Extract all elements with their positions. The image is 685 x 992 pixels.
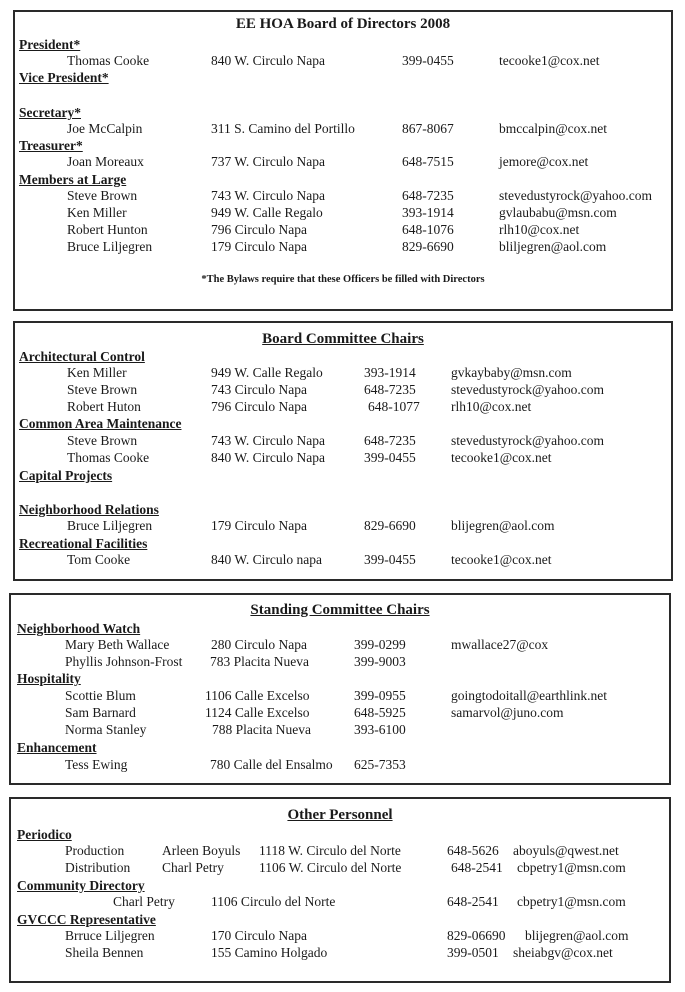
member-address: 949 W. Calle Regalo	[211, 365, 323, 380]
member-address: 170 Circulo Napa	[211, 928, 307, 943]
member-name: Arleen Boyuls	[162, 843, 241, 858]
member-email: bmccalpin@cox.net	[499, 121, 608, 136]
member-row	[15, 239, 671, 256]
member-email: cbpetry1@msn.com	[517, 894, 626, 909]
member-phone: 399-0455	[402, 53, 454, 68]
member-name: Bruce Liljegren	[67, 239, 153, 254]
member-phone: 399-0501	[447, 945, 499, 960]
member-phone: 648-1077	[368, 399, 420, 414]
member-address: 743 Circulo Napa	[211, 382, 307, 397]
member-email: tecooke1@cox.net	[499, 53, 600, 68]
member-address: 788 Placita Nueva	[212, 722, 311, 737]
member-name: Joe McCalpin	[67, 121, 143, 136]
member-row	[11, 722, 669, 739]
bylaws-note: *The Bylaws require that these Officers be filled with Directors	[201, 274, 485, 285]
member-email: stevedustyrock@yahoo.com	[451, 433, 605, 448]
member-address: 780 Calle del Ensalmo	[210, 757, 333, 772]
member-row	[15, 433, 671, 450]
member-address: 840 W. Circulo Napa	[211, 450, 325, 465]
member-row	[15, 53, 671, 70]
member-phone: 399-0299	[354, 637, 406, 652]
member-email: rlh10@cox.net	[499, 222, 580, 237]
member-name: Joan Moreaux	[67, 154, 144, 169]
group-header-architectural-control: Architectural Control	[19, 349, 145, 364]
member-email: cbpetry1@msn.com	[517, 860, 626, 875]
group-header-capital-projects: Capital Projects	[19, 468, 113, 483]
member-email: gvkaybaby@msn.com	[451, 365, 572, 380]
group-header-secretary: Secretary*	[19, 105, 81, 120]
group-header-hospitality: Hospitality	[17, 671, 81, 686]
board-committee-title	[15, 331, 671, 348]
member-row	[15, 188, 671, 205]
member-name: Charl Petry	[113, 894, 175, 909]
member-row	[15, 518, 671, 535]
member-email: tecooke1@cox.net	[451, 552, 552, 567]
member-phone: 399-0455	[364, 552, 416, 567]
member-phone: 648-7235	[364, 382, 416, 397]
member-phone: 648-5626	[447, 843, 499, 858]
member-phone: 399-9003	[354, 654, 406, 669]
member-row	[11, 705, 669, 722]
member-address: 949 W. Calle Regalo	[211, 205, 323, 220]
member-row	[15, 154, 671, 171]
member-email: stevedustyrock@yahoo.com	[499, 188, 653, 203]
other-personnel-section	[9, 797, 671, 983]
member-address: 1106 Circulo del Norte	[211, 894, 336, 909]
other-personnel-title-text: Other Personnel	[287, 807, 393, 823]
group-header-treasurer: Treasurer*	[19, 138, 83, 153]
member-phone: 393-1914	[402, 205, 454, 220]
member-phone: 399-0955	[354, 688, 406, 703]
member-phone: 829-6690	[364, 518, 416, 533]
member-name: Brruce Liljegren	[65, 928, 155, 943]
member-phone: 393-6100	[354, 722, 406, 737]
standing-committee-title	[11, 602, 669, 619]
member-row	[15, 365, 671, 382]
member-address: 155 Camino Holgado	[211, 945, 328, 960]
member-row	[11, 945, 669, 962]
member-role: Production	[65, 843, 125, 858]
member-address: 796 Circulo Napa	[211, 222, 307, 237]
group-header-community-directory: Community Directory	[17, 878, 145, 893]
group-header-enhancement: Enhancement	[17, 740, 97, 755]
member-phone: 648-2541	[447, 894, 499, 909]
group-header-neighborhood-relations: Neighborhood Relations	[19, 502, 159, 517]
member-phone: 829-06690	[447, 928, 506, 943]
member-phone: 829-6690	[402, 239, 454, 254]
board-of-directors-section	[13, 10, 673, 311]
member-address: 1124 Calle Excelso	[205, 705, 310, 720]
member-address: 840 W. Circulo Napa	[211, 53, 325, 68]
member-name: Steve Brown	[67, 382, 138, 397]
member-row	[11, 688, 669, 705]
member-address: 796 Circulo Napa	[211, 399, 307, 414]
member-row	[11, 843, 669, 860]
member-row	[11, 894, 669, 911]
member-name: Sam Barnard	[65, 705, 136, 720]
member-email: samarvol@juno.com	[451, 705, 564, 720]
member-email: rlh10@cox.net	[451, 399, 532, 414]
member-row	[11, 654, 669, 671]
board-committee-chairs-section	[13, 321, 673, 581]
member-row	[11, 928, 669, 945]
member-row	[11, 860, 669, 877]
group-header-president: President*	[19, 37, 81, 52]
member-address: 179 Circulo Napa	[211, 518, 307, 533]
member-email: mwallace27@cox	[451, 637, 549, 652]
member-row	[15, 399, 671, 416]
group-header-gvccc-representative: GVCCC Representative	[17, 912, 156, 927]
member-address: 840 W. Circulo napa	[211, 552, 322, 567]
member-row	[15, 382, 671, 399]
member-name: Tom Cooke	[67, 552, 131, 567]
member-address: 1118 W. Circulo del Norte	[259, 843, 401, 858]
member-row	[15, 552, 671, 569]
member-phone: 648-7515	[402, 154, 454, 169]
member-address: 737 W. Circulo Napa	[211, 154, 325, 169]
board-title: EE HOA Board of Directors 2008	[235, 16, 451, 32]
member-address: 179 Circulo Napa	[211, 239, 307, 254]
member-phone: 867-8067	[402, 121, 454, 136]
member-phone: 625-7353	[354, 757, 406, 772]
member-email: jemore@cox.net	[499, 154, 589, 169]
member-name: Ken Miller	[67, 365, 127, 380]
member-name: Charl Petry	[162, 860, 224, 875]
member-name: Ken Miller	[67, 205, 127, 220]
member-name: Thomas Cooke	[67, 450, 150, 465]
member-row	[15, 450, 671, 467]
board-committee-title-text: Board Committee Chairs	[262, 331, 424, 347]
member-address: 743 W. Circulo Napa	[211, 433, 325, 448]
member-phone: 648-7235	[364, 433, 416, 448]
member-phone: 648-2541	[451, 860, 503, 875]
member-name: Scottie Blum	[65, 688, 136, 703]
member-name: Thomas Cooke	[67, 53, 150, 68]
member-email: tecooke1@cox.net	[451, 450, 552, 465]
group-header-periodico: Periodico	[17, 827, 72, 842]
member-email: aboyuls@qwest.net	[513, 843, 619, 858]
member-email: goingtodoitall@earthlink.net	[451, 688, 608, 703]
member-address: 280 Circulo Napa	[211, 637, 307, 652]
member-phone: 648-7235	[402, 188, 454, 203]
member-address: 311 S. Camino del Portillo	[211, 121, 355, 136]
member-address: 1106 W. Circulo del Norte	[259, 860, 402, 875]
member-row	[11, 757, 669, 774]
member-address: 743 W. Circulo Napa	[211, 188, 325, 203]
member-name: Tess Ewing	[65, 757, 128, 772]
member-name: Robert Huton	[67, 399, 141, 414]
member-phone: 393-1914	[364, 365, 416, 380]
member-email: sheiabgv@cox.net	[513, 945, 613, 960]
member-address: 783 Placita Nueva	[210, 654, 309, 669]
group-header-common-area-maintenance: Common Area Maintenance	[19, 416, 182, 431]
group-header-members-at-large: Members at Large	[19, 172, 127, 187]
member-name: Bruce Liljegren	[67, 518, 153, 533]
member-email: stevedustyrock@yahoo.com	[451, 382, 605, 397]
member-row	[11, 637, 669, 654]
member-name: Norma Stanley	[65, 722, 147, 737]
member-row	[15, 121, 671, 138]
group-header-neighborhood-watch: Neighborhood Watch	[17, 621, 141, 636]
member-name: Mary Beth Wallace	[65, 637, 170, 652]
member-row	[15, 222, 671, 239]
member-name: Sheila Bennen	[65, 945, 144, 960]
group-header-vice-president: Vice President*	[19, 70, 109, 85]
member-email: bliljegren@aol.com	[499, 239, 607, 254]
group-header-recreational-facilities: Recreational Facilities	[19, 536, 148, 551]
member-role: Distribution	[65, 860, 131, 875]
member-name: Phyllis Johnson-Frost	[65, 654, 183, 669]
member-phone: 648-1076	[402, 222, 454, 237]
member-email: blijegren@aol.com	[451, 518, 555, 533]
member-phone: 399-0455	[364, 450, 416, 465]
other-personnel-title	[11, 807, 669, 824]
member-name: Steve Brown	[67, 188, 138, 203]
standing-committee-chairs-section	[9, 593, 671, 785]
member-address: 1106 Calle Excelso	[205, 688, 310, 703]
member-name: Steve Brown	[67, 433, 138, 448]
member-email: gvlaubabu@msn.com	[499, 205, 617, 220]
member-name: Robert Hunton	[67, 222, 148, 237]
member-row	[15, 205, 671, 222]
member-phone: 648-5925	[354, 705, 406, 720]
member-email: blijegren@aol.com	[525, 928, 629, 943]
standing-committee-title-text: Standing Committee Chairs	[250, 602, 430, 618]
